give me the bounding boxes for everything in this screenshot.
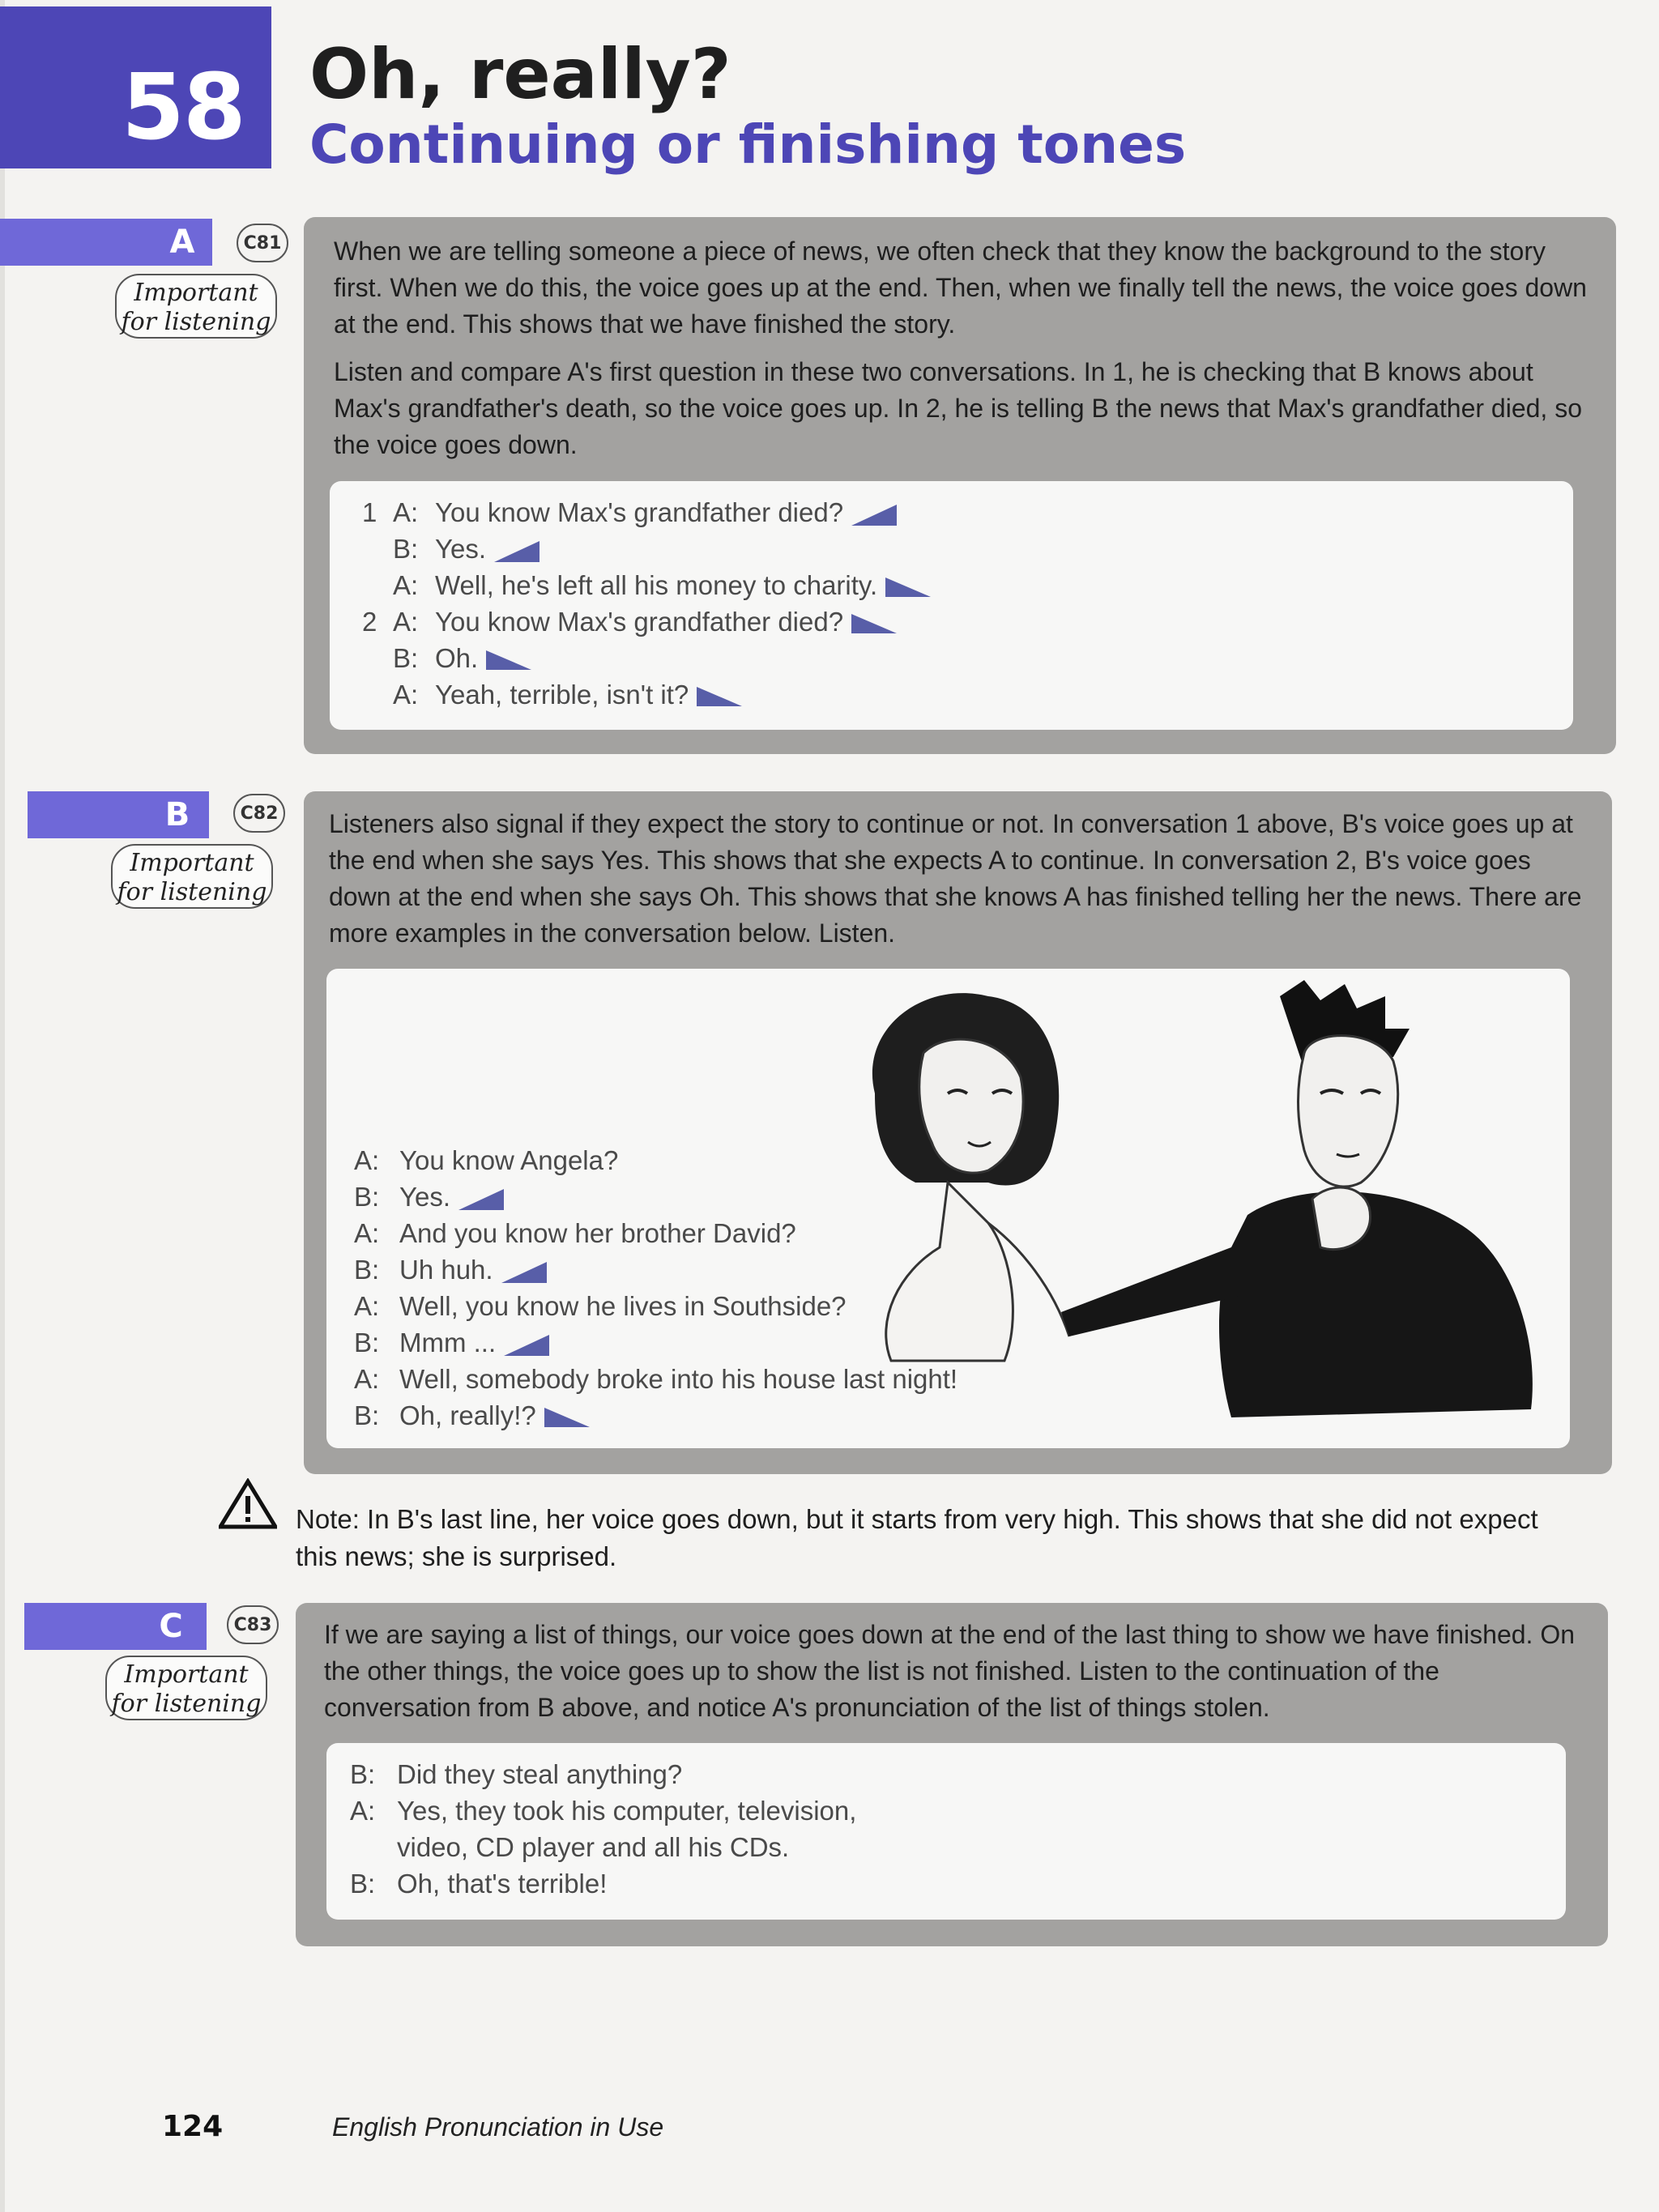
- line-text: And you know her brother David?: [399, 1218, 796, 1248]
- line-text: Did they steal anything?: [397, 1759, 683, 1789]
- speaker-label: A:: [393, 497, 419, 527]
- speaker-label: A:: [354, 1218, 380, 1248]
- line-text: Oh, really!?: [399, 1400, 536, 1430]
- dialogue-text: [435, 676, 742, 713]
- page-number: 124: [162, 2110, 224, 2143]
- margin-note-text: Important for listening: [117, 849, 267, 906]
- dialogue-text: [399, 1251, 547, 1288]
- rising-tone-icon: [851, 503, 897, 526]
- cd-track-c83: C83: [227, 1605, 279, 1644]
- falling-tone-icon: [544, 1406, 590, 1429]
- line-text: You know Max's grandfather died?: [435, 607, 844, 637]
- section-a-intro: When we are telling someone a piece of news, we often check that they know the background to the story first. When we do this, the voice goes up at the end. Then, when we finally tell the news, the voice goes down at the end. This shows that we have finished the story.: [334, 237, 1587, 339]
- section-c-dialogue: [350, 1756, 1160, 1910]
- margin-rule: [0, 0, 5, 2212]
- falling-tone-icon: [885, 576, 931, 599]
- unit-title: Oh, really?: [309, 34, 731, 115]
- speaker-label: B:: [354, 1328, 380, 1357]
- speaker-label: A:: [350, 1796, 376, 1826]
- rising-tone-icon: [501, 1260, 547, 1283]
- line-text: Yes, they took his computer, television,: [397, 1796, 857, 1826]
- speaker-label: A:: [354, 1145, 380, 1175]
- dialogue-text: [435, 603, 897, 640]
- important-for-listening-note-a: [115, 274, 277, 339]
- line-text: Well, he's left all his money to charity.: [435, 570, 878, 600]
- important-for-listening-note-b: [111, 844, 273, 909]
- speaker-label: B:: [350, 1759, 376, 1789]
- important-for-listening-note-c: [105, 1656, 267, 1720]
- rising-tone-icon: [504, 1333, 549, 1356]
- unit-subtitle: Continuing or finishing tones: [309, 113, 1187, 176]
- section-c-intro-text: If we are saying a list of things, our voice goes down at the end of the last thing to show we have finished. On the other things, the voice goes up to show the list is not finished. Listen to the continuation of the conversation from B above, and notice A's pronunciation of the list of things stolen.: [324, 1620, 1576, 1722]
- falling-tone-icon: [851, 612, 897, 635]
- speaker-label: B:: [350, 1869, 376, 1899]
- section-a-body: Listen and compare A's first question in these two conversations. In 1, he is checking that B knows about Max's grandfather's death, so the voice goes up. In 2, he is telling B the news that Max's grandfather died, so the voice goes down.: [334, 357, 1582, 459]
- speaker-label: A:: [354, 1364, 380, 1394]
- section-b-letter: B: [164, 796, 190, 833]
- rising-tone-icon: [458, 1187, 504, 1210]
- cd-track-c81: C81: [237, 224, 288, 262]
- dialogue-text: [435, 640, 531, 676]
- section-b-intro: Listeners also signal if they expect the story to continue or not. In conversation 1 above, B's voice goes up at the end when she says Yes. This shows that she expects A to continue. In conversation 2, B's voice goes down at the end when she says Oh. This shows that she knows A has finished telling her the news. There are more examples in the conversation below. Listen.: [329, 809, 1582, 948]
- line-text: Well, you know he lives in Southside?: [399, 1291, 847, 1321]
- section-c-letter: C: [159, 1608, 183, 1645]
- conversation-number: 1: [362, 497, 377, 527]
- dialogue-text: [399, 1178, 504, 1215]
- line-text: Mmm ...: [399, 1328, 497, 1357]
- conversation-number: 2: [362, 607, 377, 637]
- line-text: You know Max's grandfather died?: [435, 497, 844, 527]
- dialogue-text: [435, 567, 931, 603]
- section-a-letter: A: [169, 224, 195, 261]
- speaker-label: A:: [393, 607, 419, 637]
- speaker-label: B:: [354, 1400, 380, 1430]
- section-c-intro: [324, 1617, 1588, 1726]
- man-figure: [1061, 980, 1533, 1417]
- dialogue-text: [399, 1397, 590, 1434]
- line-text: Uh huh.: [399, 1255, 493, 1285]
- speaker-label: B:: [393, 643, 419, 673]
- line-text: You know Angela?: [399, 1145, 619, 1175]
- line-text: Well, somebody broke into his house last night!: [399, 1364, 958, 1394]
- speaker-label: B:: [354, 1182, 380, 1212]
- speaker-label: B:: [393, 534, 419, 564]
- speaker-label: A:: [393, 570, 419, 600]
- section-b-dialogue: [354, 1142, 1083, 1442]
- margin-note-text: Important for listening: [111, 1660, 262, 1718]
- line-text: video, CD player and all his CDs.: [397, 1832, 790, 1862]
- line-text: Oh, that's terrible!: [397, 1869, 608, 1899]
- speaker-label: A:: [393, 680, 419, 710]
- speaker-label: B:: [354, 1255, 380, 1285]
- line-text: Yeah, terrible, isn't it?: [435, 680, 689, 710]
- unit-number: 58: [122, 55, 245, 160]
- falling-tone-icon: [697, 685, 742, 708]
- margin-note-text: Important for listening: [121, 279, 271, 336]
- note-text: Note: In B's last line, her voice goes down, but it starts from very high. This shows that she did not expect this news; she is surprised.: [296, 1504, 1538, 1571]
- rising-tone-icon: [494, 539, 539, 562]
- book-title: English Pronunciation in Use: [332, 2112, 664, 2142]
- line-text: Oh.: [435, 643, 479, 673]
- dialogue-text: [435, 494, 897, 531]
- line-text: Yes.: [399, 1182, 451, 1212]
- dialogue-text: [435, 531, 539, 567]
- speaker-label: A:: [354, 1291, 380, 1321]
- line-text: Yes.: [435, 534, 487, 564]
- dialogue-text: [399, 1324, 549, 1361]
- section-a-dialogue: [362, 494, 1496, 721]
- warning-icon: [219, 1478, 277, 1530]
- falling-tone-icon: [486, 649, 531, 671]
- cd-track-c82: C82: [233, 794, 285, 833]
